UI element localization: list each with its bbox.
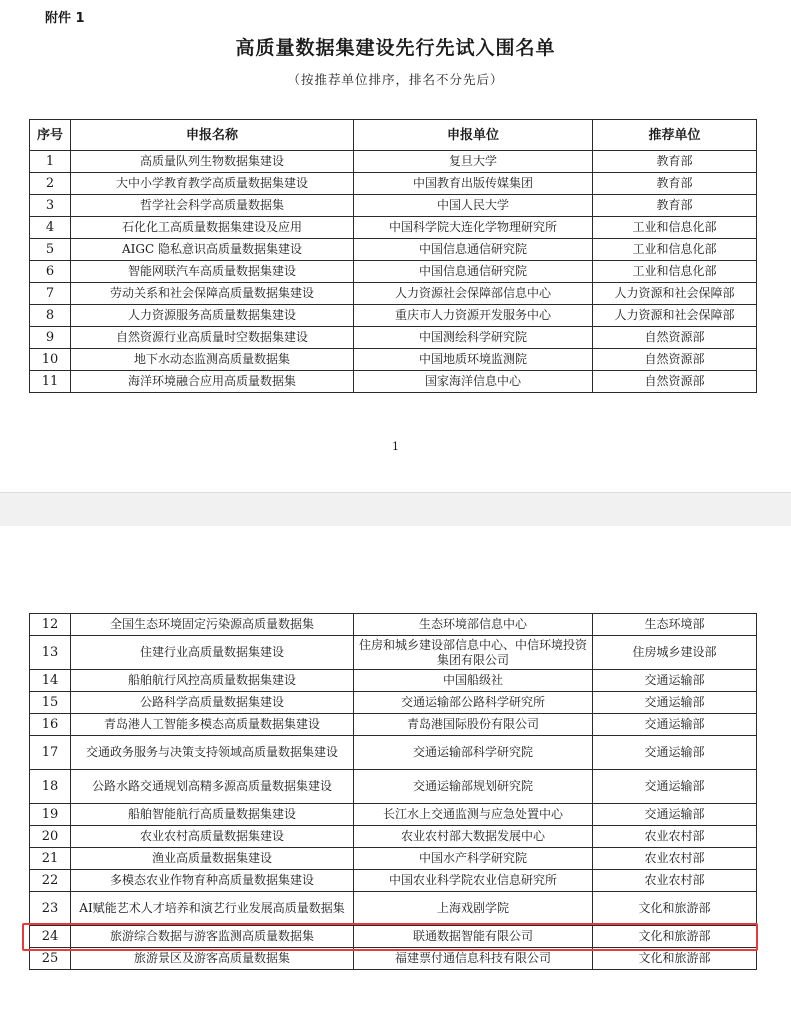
document-page-1 — [0, 0, 791, 492]
row-number: 6 — [30, 261, 71, 283]
table-row — [30, 239, 757, 261]
table-row — [30, 826, 757, 848]
row-number: 19 — [30, 804, 71, 826]
row-applicant-unit: 人力资源社会保障部信息中心 — [354, 283, 593, 305]
row-project-name: 石化化工高质量数据集建设及应用 — [71, 217, 354, 239]
table-row — [30, 892, 757, 926]
table-row — [30, 349, 757, 371]
row-recommender: 文化和旅游部 — [593, 892, 757, 926]
row-applicant-unit: 国家海洋信息中心 — [354, 371, 593, 393]
column-header-no: 序号 — [30, 120, 71, 151]
row-number: 22 — [30, 870, 71, 892]
row-recommender: 工业和信息化部 — [593, 239, 757, 261]
row-number: 24 — [30, 926, 71, 948]
row-number: 20 — [30, 826, 71, 848]
row-project-name: 高质量队列生物数据集建设 — [71, 151, 354, 173]
page-number: 1 — [392, 440, 399, 453]
row-project-name: 人力资源服务高质量数据集建设 — [71, 305, 354, 327]
table-row — [30, 217, 757, 239]
row-applicant-unit: 中国科学院大连化学物理研究所 — [354, 217, 593, 239]
page-separator — [0, 492, 791, 527]
row-recommender: 工业和信息化部 — [593, 217, 757, 239]
table-row — [30, 770, 757, 804]
row-recommender: 文化和旅游部 — [593, 926, 757, 948]
row-applicant-unit: 中国地质环境监测院 — [354, 349, 593, 371]
table-row — [30, 670, 757, 692]
table-row — [30, 151, 757, 173]
row-project-name: 青岛港人工智能多模态高质量数据集建设 — [71, 714, 354, 736]
row-recommender: 生态环境部 — [593, 614, 757, 636]
row-project-name: 船舶智能航行高质量数据集建设 — [71, 804, 354, 826]
row-number: 11 — [30, 371, 71, 393]
row-number: 18 — [30, 770, 71, 804]
column-header-unit: 申报单位 — [354, 120, 593, 151]
row-project-name: AIGC 隐私意识高质量数据集建设 — [71, 239, 354, 261]
row-recommender: 教育部 — [593, 173, 757, 195]
row-recommender: 农业农村部 — [593, 870, 757, 892]
table-row — [30, 614, 757, 636]
row-number: 4 — [30, 217, 71, 239]
column-header-recommender: 推荐单位 — [593, 120, 757, 151]
row-project-name: 船舶航行风控高质量数据集建设 — [71, 670, 354, 692]
row-applicant-unit: 交通运输部科学研究院 — [354, 736, 593, 770]
table-header-row — [30, 120, 757, 151]
row-number: 15 — [30, 692, 71, 714]
table-row — [30, 804, 757, 826]
row-recommender: 交通运输部 — [593, 670, 757, 692]
row-project-name: 海洋环境融合应用高质量数据集 — [71, 371, 354, 393]
row-recommender: 农业农村部 — [593, 826, 757, 848]
row-applicant-unit: 中国信息通信研究院 — [354, 239, 593, 261]
row-project-name: 交通政务服务与决策支持领域高质量数据集建设 — [71, 736, 354, 770]
table-row — [30, 283, 757, 305]
attachment-label: 附件 1 — [45, 11, 85, 26]
row-recommender: 交通运输部 — [593, 736, 757, 770]
table-row — [30, 371, 757, 393]
row-applicant-unit: 上海戏剧学院 — [354, 892, 593, 926]
row-applicant-unit: 中国农业科学院农业信息研究所 — [354, 870, 593, 892]
row-project-name: 旅游景区及游客高质量数据集 — [71, 948, 354, 970]
row-recommender: 交通运输部 — [593, 770, 757, 804]
row-number: 10 — [30, 349, 71, 371]
row-recommender: 人力资源和社会保障部 — [593, 283, 757, 305]
row-recommender: 住房城乡建设部 — [593, 636, 757, 670]
row-applicant-unit: 住房和城乡建设部信息中心、中信环境投资集团有限公司 — [354, 636, 593, 670]
document-subtitle: （按推荐单位排序，排名不分先后） — [287, 72, 504, 87]
row-project-name: 公路水路交通规划高精多源高质量数据集建设 — [71, 770, 354, 804]
row-applicant-unit: 重庆市人力资源开发服务中心 — [354, 305, 593, 327]
row-recommender: 自然资源部 — [593, 349, 757, 371]
row-number: 5 — [30, 239, 71, 261]
table-row — [30, 848, 757, 870]
row-applicant-unit: 中国测绘科学研究院 — [354, 327, 593, 349]
table-row — [30, 948, 757, 970]
row-recommender: 交通运输部 — [593, 714, 757, 736]
table-row — [30, 173, 757, 195]
row-number: 7 — [30, 283, 71, 305]
table-row — [30, 636, 757, 670]
row-project-name: 公路科学高质量数据集建设 — [71, 692, 354, 714]
row-number: 23 — [30, 892, 71, 926]
table-row — [30, 305, 757, 327]
row-number: 16 — [30, 714, 71, 736]
row-number: 8 — [30, 305, 71, 327]
row-number: 25 — [30, 948, 71, 970]
table-row — [30, 195, 757, 217]
row-recommender: 交通运输部 — [593, 804, 757, 826]
row-applicant-unit: 中国信息通信研究院 — [354, 261, 593, 283]
table-row — [30, 870, 757, 892]
row-applicant-unit: 中国水产科学研究院 — [354, 848, 593, 870]
candidate-table-page-2 — [29, 613, 757, 970]
document-page-2 — [0, 526, 791, 1024]
row-recommender: 文化和旅游部 — [593, 948, 757, 970]
row-project-name: 哲学社会科学高质量数据集 — [71, 195, 354, 217]
row-number: 2 — [30, 173, 71, 195]
row-number: 21 — [30, 848, 71, 870]
row-applicant-unit: 青岛港国际股份有限公司 — [354, 714, 593, 736]
row-number: 3 — [30, 195, 71, 217]
row-number: 9 — [30, 327, 71, 349]
row-project-name: AI赋能艺术人才培养和演艺行业发展高质量数据集 — [71, 892, 354, 926]
row-recommender: 教育部 — [593, 151, 757, 173]
table-row — [30, 736, 757, 770]
row-applicant-unit: 中国教育出版传媒集团 — [354, 173, 593, 195]
row-recommender: 交通运输部 — [593, 692, 757, 714]
row-project-name: 大中小学教育教学高质量数据集建设 — [71, 173, 354, 195]
row-project-name: 旅游综合数据与游客监测高质量数据集 — [71, 926, 354, 948]
row-project-name: 地下水动态监测高质量数据集 — [71, 349, 354, 371]
row-number: 17 — [30, 736, 71, 770]
row-number: 1 — [30, 151, 71, 173]
column-header-name: 申报名称 — [71, 120, 354, 151]
row-project-name: 劳动关系和社会保障高质量数据集建设 — [71, 283, 354, 305]
row-applicant-unit: 交通运输部公路科学研究所 — [354, 692, 593, 714]
row-recommender: 教育部 — [593, 195, 757, 217]
row-applicant-unit: 农业农村部大数据发展中心 — [354, 826, 593, 848]
row-recommender: 农业农村部 — [593, 848, 757, 870]
table-row — [30, 692, 757, 714]
row-recommender: 自然资源部 — [593, 371, 757, 393]
row-project-name: 渔业高质量数据集建设 — [71, 848, 354, 870]
row-project-name: 农业农村高质量数据集建设 — [71, 826, 354, 848]
row-recommender: 人力资源和社会保障部 — [593, 305, 757, 327]
row-project-name: 住建行业高质量数据集建设 — [71, 636, 354, 670]
row-project-name: 全国生态环境固定污染源高质量数据集 — [71, 614, 354, 636]
row-project-name: 自然资源行业高质量时空数据集建设 — [71, 327, 354, 349]
document-title: 高质量数据集建设先行先试入围名单 — [235, 37, 556, 59]
row-applicant-unit: 中国船级社 — [354, 670, 593, 692]
row-number: 14 — [30, 670, 71, 692]
candidate-table-page-1 — [29, 119, 757, 393]
row-project-name: 智能网联汽车高质量数据集建设 — [71, 261, 354, 283]
row-number: 12 — [30, 614, 71, 636]
row-applicant-unit: 联通数据智能有限公司 — [354, 926, 593, 948]
table-row — [30, 327, 757, 349]
row-applicant-unit: 交通运输部规划研究院 — [354, 770, 593, 804]
row-project-name: 多模态农业作物育种高质量数据集建设 — [71, 870, 354, 892]
table-row — [30, 261, 757, 283]
row-applicant-unit: 长江水上交通监测与应急处置中心 — [354, 804, 593, 826]
row-recommender: 自然资源部 — [593, 327, 757, 349]
row-applicant-unit: 复旦大学 — [354, 151, 593, 173]
row-applicant-unit: 生态环境部信息中心 — [354, 614, 593, 636]
table-row-highlighted — [30, 926, 757, 948]
row-recommender: 工业和信息化部 — [593, 261, 757, 283]
table-row — [30, 714, 757, 736]
row-applicant-unit: 中国人民大学 — [354, 195, 593, 217]
row-applicant-unit: 福建票付通信息科技有限公司 — [354, 948, 593, 970]
row-number: 13 — [30, 636, 71, 670]
